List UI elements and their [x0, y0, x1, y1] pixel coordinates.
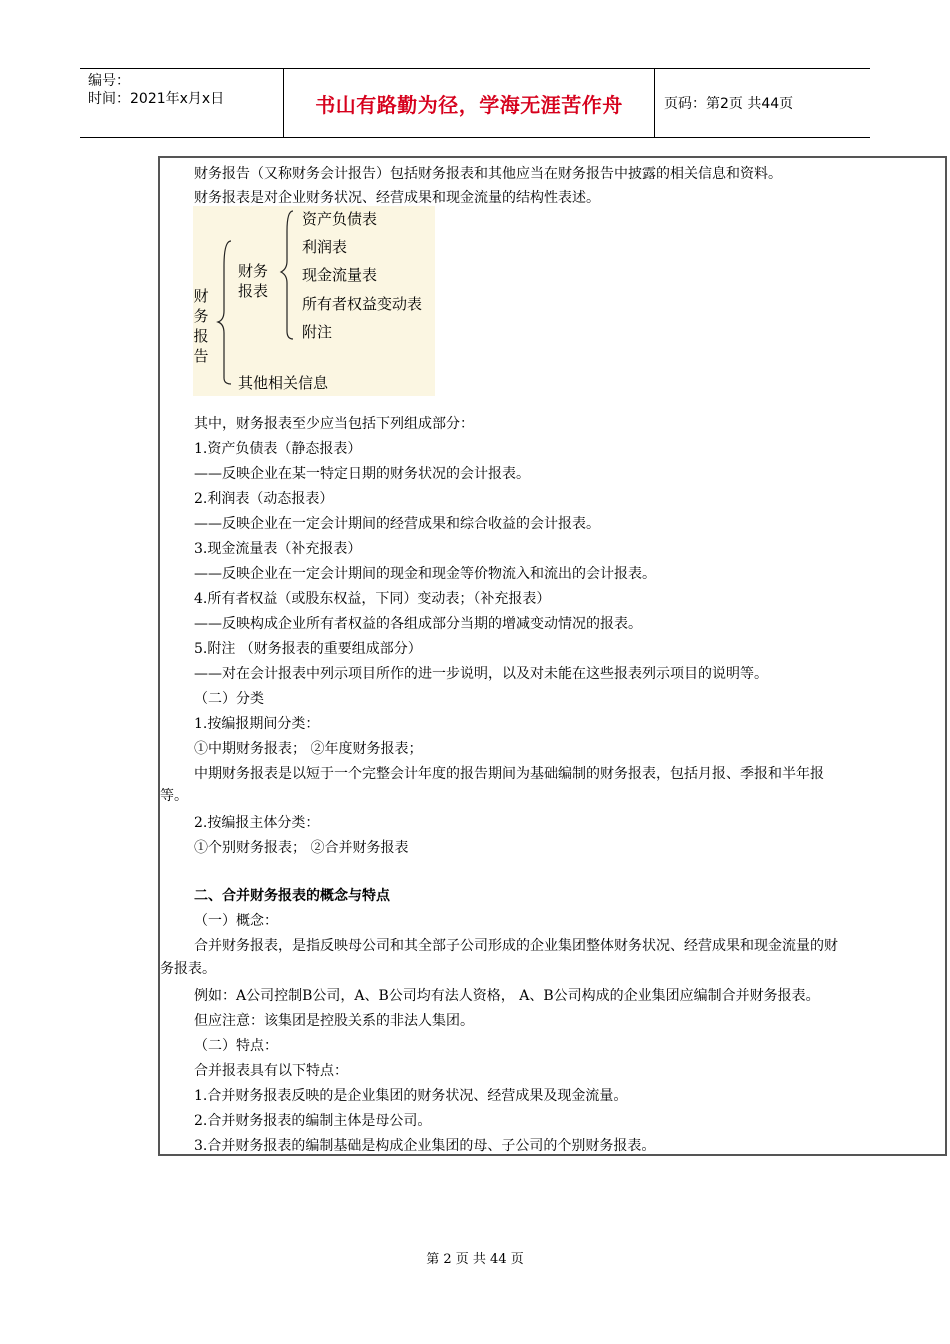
header-motto-cell — [283, 69, 655, 137]
diagram-item: 现金流量表 — [302, 266, 378, 284]
paragraph: 中期财务报表是以短于一个完整会计年度的报告期间为基础编制的财务报表，包括月报、季报和半年报 — [194, 766, 824, 782]
paragraph: 财务报表是对企业财务状况、经营成果和现金流量的结构性表述。 — [194, 190, 600, 206]
financial-report-diagram — [193, 206, 435, 396]
diagram-branch-financial-statements-line2: 报表 — [238, 282, 269, 300]
list-item: 1.按编报期间分类： — [194, 716, 320, 732]
list-item: ①中期财务报表； ②年度财务报表； — [194, 741, 423, 757]
list-item-desc: ——反映构成企业所有者权益的各组成部分当期的增减变动情况的报表。 — [194, 616, 642, 632]
list-item: 1.合并财务报表反映的是企业集团的财务状况、经营成果及现金流量。 — [194, 1088, 628, 1104]
page-info: 页码：第2页 共44页 — [664, 96, 794, 112]
diagram-item: 资产负债表 — [302, 210, 378, 228]
list-item-desc: ——反映企业在一定会计期间的现金和现金等价物流入和流出的会计报表。 — [194, 566, 656, 582]
section-heading: （二）特点： — [194, 1038, 278, 1054]
paragraph: 财务报告（又称财务会计报告）包括财务报表和其他应当在财务报告中披露的相关信息和资料。 — [194, 166, 782, 182]
list-item-desc: ——反映企业在某一特定日期的财务状况的会计报表。 — [194, 466, 530, 482]
list-item: 1.资产负债表（静态报表） — [194, 441, 362, 457]
list-item-desc: ——对在会计报表中列示项目所作的进一步说明，以及对未能在这些报表列示项目的说明等。 — [194, 666, 768, 682]
list-item: 2.合并财务报表的编制主体是母公司。 — [194, 1113, 432, 1129]
diagram-root — [193, 286, 211, 366]
list-item: 2.利润表（动态报表） — [194, 491, 334, 507]
paragraph: 其中，财务报表至少应当包括下列组成部分： — [194, 416, 474, 432]
list-item: 2.按编报主体分类： — [194, 815, 320, 831]
diagram-item: 附注 — [302, 323, 333, 341]
content-frame — [158, 156, 947, 1156]
paragraph: 合并财务报表，是指反映母公司和其全部子公司形成的企业集团整体财务状况、经营成果和现金流量的财 — [194, 938, 838, 954]
number-label: 编号： — [88, 73, 130, 89]
time-label: 时间：2021年x月x日 — [88, 91, 225, 107]
section-heading: （一）概念： — [194, 913, 278, 929]
paragraph: 例如：A公司控制B公司，A、B公司均有法人资格， A、B公司构成的企业集团应编制合并财务报表。 — [194, 988, 820, 1004]
header-left-cell — [80, 69, 280, 137]
diagram-branch-other-info: 其他相关信息 — [238, 374, 329, 392]
page-header — [80, 68, 870, 138]
paragraph-continued: 务报表。 — [160, 961, 216, 977]
list-item-desc: ——反映企业在一定会计期间的经营成果和综合收益的会计报表。 — [194, 516, 600, 532]
diagram-item: 利润表 — [302, 238, 348, 256]
list-item: 4.所有者权益（或股东权益，下同）变动表；（补充报表） — [194, 591, 551, 607]
paragraph-continued: 等。 — [160, 788, 188, 804]
paragraph: 合并报表具有以下特点： — [194, 1063, 348, 1079]
section-heading: （二）分类 — [194, 691, 264, 707]
list-item: 3.现金流量表（补充报表） — [194, 541, 362, 557]
diagram-branch-financial-statements-line1: 财务 — [238, 262, 269, 280]
list-item: ①个别财务报表； ②合并财务报表 — [194, 840, 409, 856]
diagram-root-text: 财务报告 — [193, 287, 209, 365]
header-page-info-cell — [656, 69, 870, 137]
paragraph: 但应注意：该集团是控股关系的非法人集团。 — [194, 1013, 474, 1029]
list-item: 5.附注 （财务报表的重要组成部分） — [194, 641, 422, 657]
diagram-item: 所有者权益变动表 — [302, 295, 423, 313]
page-footer: 第 2 页 共 44 页 — [426, 1252, 524, 1267]
section-title: 二、合并财务报表的概念与特点 — [194, 888, 390, 904]
motto: 书山有路勤为径，学海无涯苦作舟 — [315, 92, 623, 117]
list-item: 3.合并财务报表的编制基础是构成企业集团的母、子公司的个别财务报表。 — [194, 1138, 656, 1154]
